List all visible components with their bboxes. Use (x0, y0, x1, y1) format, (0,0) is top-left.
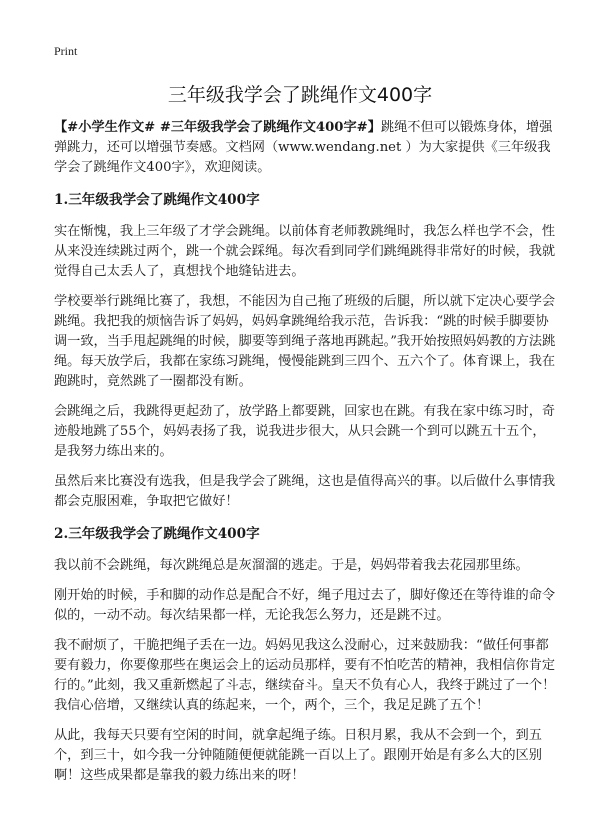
intro-paragraph (54, 118, 556, 178)
section-2-paragraph-1: 我以前不会跳绳，每次跳绳总是灰溜溜的逃走。于是，妈妈带着我去花园那里练。 (54, 558, 529, 573)
section-1-heading: 1.三年级我学会了跳绳作文400字 (54, 192, 260, 208)
section-2-paragraph-2: 刚开始的时候，手和脚的动作总是配合不好，绳子甩过去了，脚好像还在等待谁的命令似的，一动不动。每次结果都一样，无论我怎么努力，还是跳不过。 (54, 588, 556, 623)
document-title: 三年级我学会了跳绳作文400字 (167, 84, 433, 106)
section-1-paragraph-1: 实在惭愧，我上三年级了才学会跳绳。以前体育老师教跳绳时，我怎么样也学不会，性从来没连续跳过两个，跳一个就会踩绳。每次看到同学们跳绳跳得非常好的时候，我就觉得自己太丢人了，真想找个地缝钻进去。 (54, 224, 556, 279)
section-1-paragraph-4: 虽然后来比赛没有选我，但是我学会了跳绳，这也是值得高兴的事。以后做什么事情我都会克服困难，争取把它做好！ (54, 474, 556, 509)
intro-text: 跳绳不但可以锻炼身体，增强弹跳力，还可以增强节奏感。文档网（www.wendang.net ）为大家提供《三年级我学会了跳绳作文400字》，欢迎阅读。 (54, 120, 553, 175)
document-body (54, 118, 556, 796)
section-2-heading: 2.三年级我学会了跳绳作文400字 (54, 526, 260, 542)
section-1-paragraph-2: 学校要举行跳绳比赛了，我想，不能因为自己拖了班级的后腿，所以就下定决心要学会跳绳。我把我的烦恼告诉了妈妈，妈妈拿跳绳给我示范，告诉我：“跳的时候手脚要协调一致，当手甩起跳绳的时候，脚要等到绳子落地再跳起。”我开始按照妈妈教的方法跳绳。每天放学后，我都在家练习跳绳，慢慢能跳到三四个、五六个了。体育课上，我在跑跳时，竟然跳了一圈都没有断。 (54, 294, 556, 389)
section-2-paragraph-4: 从此，我每天只要有空闲的时间，就拿起绳子练。日积月累，我从不会到一个，到五个，到三十，如今我一分钟随随便便就能跳一百以上了。跟刚开始是有多么大的区别啊！这些成果都是靠我的毅力练出来的呀！ (54, 728, 542, 783)
section-2-paragraph-3: 我不耐烦了，干脆把绳子丢在一边。妈妈见我这么没耐心，过来鼓励我：“做任何事都要有毅力，你要像那些在奥运会上的运动员那样，要有不怕吃苦的精神，我相信你肯定行的。”此刻，我又重新燃起了斗志，继续奋斗。皇天不负有心人，我终于跳过了一个！我信心倍增，又继续认真的练起来，一个，两个，三个，我足足跳了五个！ (54, 638, 556, 713)
section-1-paragraph-3: 会跳绳之后，我跳得更起劲了，放学路上都要跳，回家也在跳。有我在家中练习时，奇迹般地跳了55个，妈妈表扬了我，说我进步很大，从只会跳一个到可以跳五十五个，是我努力练出来的。 (54, 404, 556, 459)
print-label: Print (54, 44, 78, 58)
intro-tags: 【#小学生作文# #三年级我学会了跳绳作文400字#】 (54, 120, 381, 135)
